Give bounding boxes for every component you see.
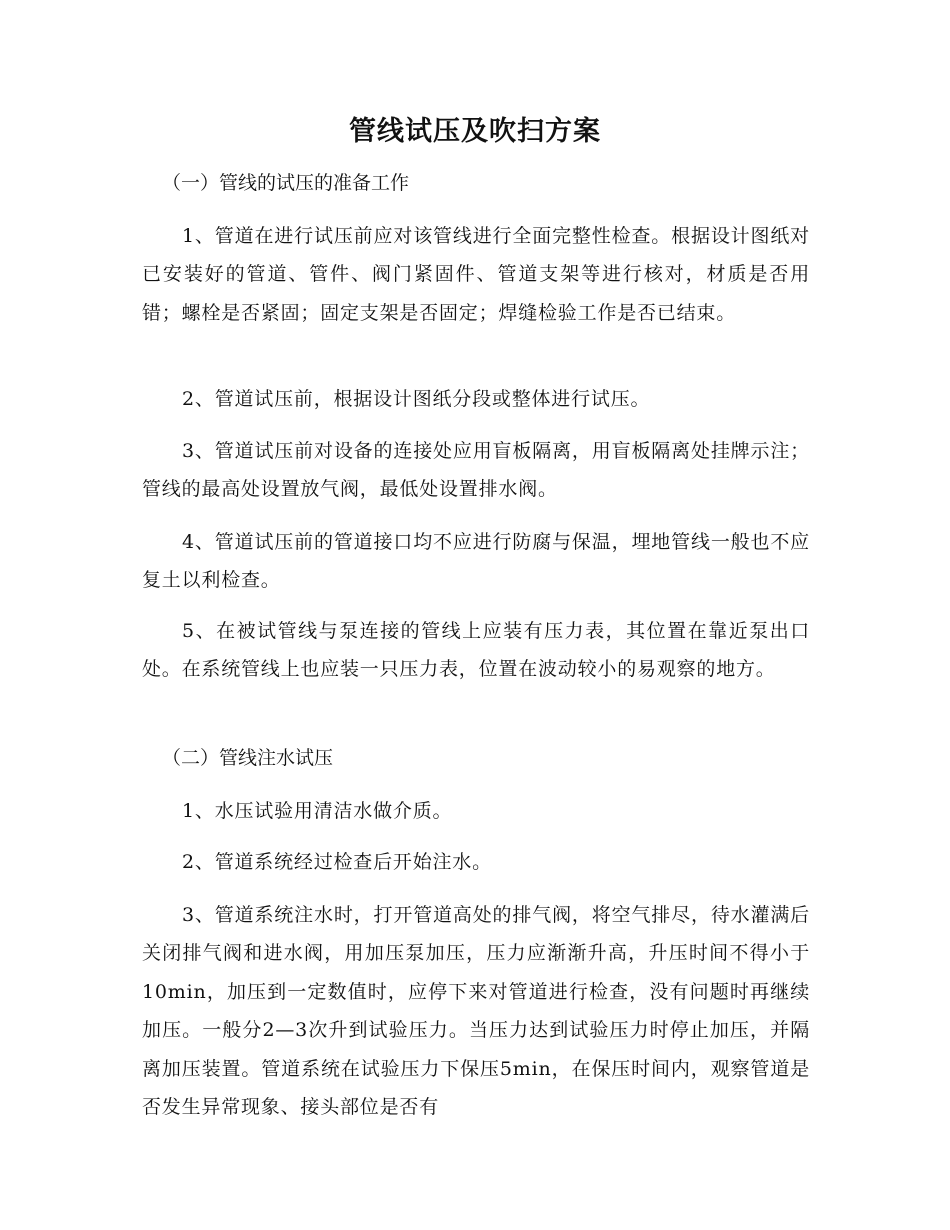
paragraph-1-4: 4、管道试压前的管道接口均不应进行防腐与保温，埋地管线一般也不应复土以利检查。 [142, 531, 810, 592]
paragraph-1-5: 5、在被试管线与泵连接的管线上应装有压力表，其位置在靠近泵出口处。在系统管线上也应装一只压力表，位置在波动较小的易观察的地方。 [142, 620, 810, 681]
paragraph-2-1: 1、水压试验用清洁水做介质。 [182, 800, 453, 822]
paragraph-1-1: 1、管道在进行试压前应对该管线进行全面完整性检查。根据设计图纸对已安装好的管道、管件、阀门紧固件、管道支架等进行核对，材质是否用错；螺栓是否紧固；固定支架是否固定；焊缝检验工作是否已结束。 [142, 225, 810, 324]
section-heading-water-test: （二）管线注水试压 [162, 747, 334, 769]
document-title: 管线试压及吹扫方案 [349, 116, 601, 147]
paragraph-1-3: 3、管道试压前对设备的连接处应用盲板隔离，用盲板隔离处挂牌示注；管线的最高处设置放气阀，最低处设置排水阀。 [142, 440, 810, 501]
paragraph-1-2: 2、管道试压前，根据设计图纸分段或整体进行试压。 [182, 388, 651, 410]
paragraph-2-3: 3、管道系统注水时，打开管道高处的排气阀，将空气排尽，待水灌满后关闭排气阀和进水阀，用加压泵加压，压力应渐渐升高，升压时间不得小于10min，加压到一定数值时，应停下来对管道进行检查，没有问题时再继续加压。一般分2—3次升到试验压力。当压力达到试验压力时停止加压，并隔离加压装置。管道系统在试验压力下保压5min，在保压时间内，观察管道是否发生异常现象、接头部位是否有 [142, 904, 810, 1119]
paragraph-2-2: 2、管道系统经过检查后开始注水。 [182, 851, 492, 873]
section-heading-preparation: （一）管线的试压的准备工作 [162, 172, 410, 194]
